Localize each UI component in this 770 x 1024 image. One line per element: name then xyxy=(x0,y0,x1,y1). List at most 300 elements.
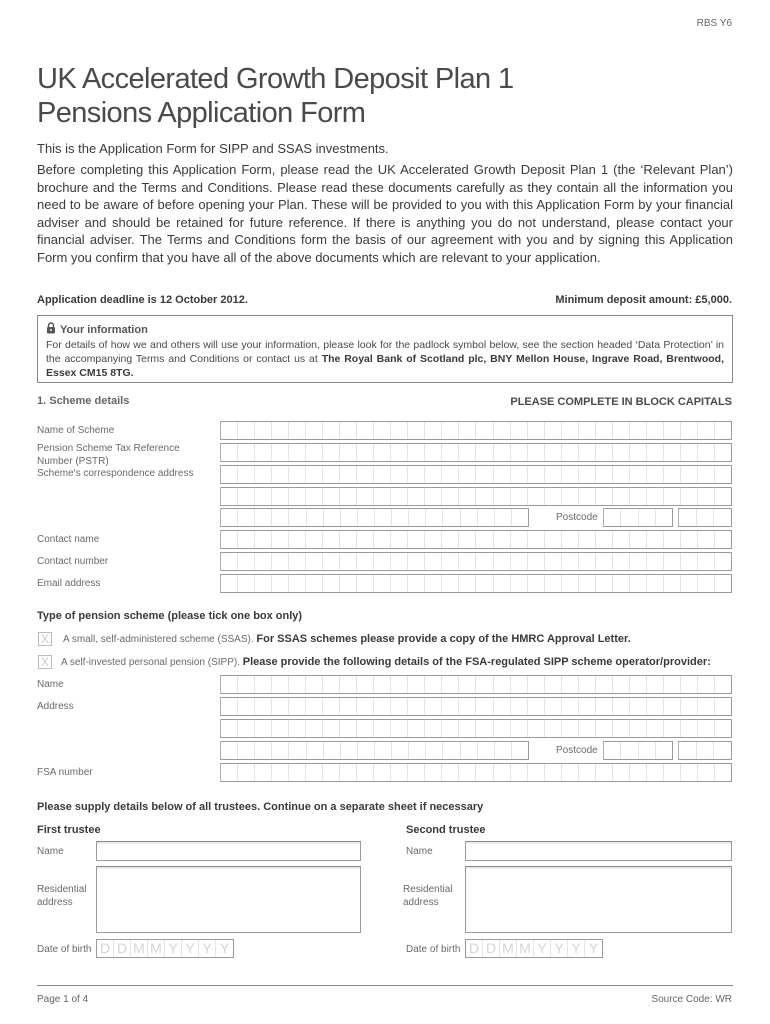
first-trustee-dob-input[interactable] xyxy=(96,939,234,958)
char-cell xyxy=(579,444,596,461)
info-heading xyxy=(46,322,724,337)
char-cell xyxy=(238,466,255,483)
name-of-scheme-input[interactable] xyxy=(220,421,732,440)
label-line: address xyxy=(37,896,73,908)
char-cell xyxy=(545,531,562,548)
char-cell xyxy=(639,742,656,759)
char-cell xyxy=(238,720,255,737)
char-cell xyxy=(272,742,289,759)
char-cell xyxy=(238,742,255,759)
first-trustee-title: First trustee xyxy=(37,824,101,836)
dob-cell: Y xyxy=(219,940,230,956)
dob-cell: D xyxy=(97,940,114,957)
sipp-provider-address-line2-input[interactable] xyxy=(220,719,732,738)
char-cell xyxy=(255,422,272,439)
char-cell xyxy=(511,720,528,737)
char-cell xyxy=(459,422,476,439)
char-cell xyxy=(255,444,272,461)
char-cell xyxy=(459,676,476,693)
char-cell xyxy=(511,466,528,483)
info-text xyxy=(46,338,724,380)
char-cell xyxy=(715,676,731,693)
char-cell xyxy=(562,553,579,570)
second-trustee-title: Second trustee xyxy=(406,824,486,836)
char-cell xyxy=(545,444,562,461)
char-cell xyxy=(357,764,374,781)
char-cell xyxy=(340,553,357,570)
char-cell xyxy=(442,488,459,505)
char-cell xyxy=(340,698,357,715)
char-cell xyxy=(255,720,272,737)
char-cell xyxy=(562,720,579,737)
label-fsa-number: FSA number xyxy=(37,767,93,778)
char-cell xyxy=(630,764,647,781)
char-cell xyxy=(715,488,731,505)
char-cell xyxy=(511,764,528,781)
char-cell xyxy=(374,444,391,461)
char-cell xyxy=(408,720,425,737)
char-cell xyxy=(596,575,613,592)
char-cell xyxy=(238,553,255,570)
char-cell xyxy=(714,509,731,526)
char-cell xyxy=(698,553,715,570)
contact-number-input[interactable] xyxy=(220,552,732,571)
char-cell xyxy=(289,466,306,483)
char-cell xyxy=(656,742,672,759)
char-cell xyxy=(494,444,511,461)
char-cell xyxy=(340,575,357,592)
char-cell xyxy=(476,553,493,570)
char-cell xyxy=(221,553,238,570)
char-cell xyxy=(545,422,562,439)
char-cell xyxy=(255,698,272,715)
char-cell xyxy=(442,466,459,483)
char-cell xyxy=(425,720,442,737)
char-cell xyxy=(562,466,579,483)
char-cell xyxy=(698,575,715,592)
char-cell xyxy=(494,422,511,439)
char-cell xyxy=(442,531,459,548)
char-cell xyxy=(408,575,425,592)
ssas-checkbox[interactable]: X xyxy=(38,632,52,646)
char-cell xyxy=(613,698,630,715)
char-cell xyxy=(459,720,476,737)
char-cell xyxy=(715,531,731,548)
char-cell xyxy=(681,531,698,548)
correspondence-address-line3-input[interactable] xyxy=(220,508,529,527)
char-cell xyxy=(664,422,681,439)
char-cell xyxy=(461,509,478,526)
char-cell xyxy=(272,509,289,526)
char-cell xyxy=(374,676,391,693)
postcode-inward-input[interactable] xyxy=(678,508,732,527)
char-cell xyxy=(698,764,715,781)
char-cell xyxy=(357,488,374,505)
dob-cell: Y xyxy=(588,940,599,956)
char-cell xyxy=(307,509,324,526)
footer-divider xyxy=(37,985,733,986)
dob-cell: D xyxy=(114,940,131,957)
dob-cell: Y xyxy=(165,940,182,957)
char-cell xyxy=(324,509,341,526)
padlock-icon xyxy=(46,322,56,337)
char-cell xyxy=(476,531,493,548)
char-cell xyxy=(604,742,621,759)
sipp-checkbox[interactable]: X xyxy=(38,655,52,669)
char-cell xyxy=(715,422,731,439)
char-cell xyxy=(238,422,255,439)
char-cell xyxy=(476,466,493,483)
char-cell xyxy=(476,720,493,737)
char-cell xyxy=(545,764,562,781)
char-cell xyxy=(408,764,425,781)
char-cell xyxy=(613,764,630,781)
char-cell xyxy=(306,575,323,592)
sipp-option xyxy=(61,656,711,668)
title-line-1: UK Accelerated Growth Deposit Plan 1 xyxy=(37,63,514,95)
char-cell xyxy=(442,553,459,570)
char-cell xyxy=(323,422,340,439)
char-cell xyxy=(340,531,357,548)
fsa-number-input[interactable] xyxy=(220,763,732,782)
char-cell xyxy=(715,720,731,737)
char-cell xyxy=(621,509,638,526)
char-cell xyxy=(511,575,528,592)
char-cell xyxy=(596,466,613,483)
char-cell xyxy=(495,509,512,526)
char-cell xyxy=(478,509,495,526)
char-cell xyxy=(647,444,664,461)
label-sipp-address: Address xyxy=(37,701,74,712)
char-cell xyxy=(391,444,408,461)
char-cell xyxy=(494,488,511,505)
char-cell xyxy=(647,531,664,548)
char-cell xyxy=(715,575,731,592)
char-cell xyxy=(357,553,374,570)
char-cell xyxy=(596,531,613,548)
char-cell xyxy=(698,531,715,548)
char-cell xyxy=(392,509,409,526)
pstr-input[interactable] xyxy=(220,443,732,462)
char-cell xyxy=(528,676,545,693)
char-cell xyxy=(391,676,408,693)
char-cell xyxy=(425,488,442,505)
char-cell xyxy=(630,444,647,461)
label-line: Residential xyxy=(403,884,453,895)
char-cell xyxy=(647,676,664,693)
char-cell xyxy=(307,742,324,759)
char-cell xyxy=(238,531,255,548)
char-cell xyxy=(442,422,459,439)
char-cell xyxy=(495,742,512,759)
second-trustee-dob-input[interactable] xyxy=(465,939,603,958)
char-cell xyxy=(664,531,681,548)
dob-cell: M xyxy=(517,940,534,957)
char-cell xyxy=(306,444,323,461)
source-code: Source Code: WR xyxy=(651,994,732,1005)
sipp-provider-address-line3-input[interactable] xyxy=(220,741,529,760)
sipp-postcode-inward-input[interactable] xyxy=(678,741,732,760)
char-cell xyxy=(476,575,493,592)
char-cell xyxy=(374,575,391,592)
char-cell xyxy=(562,698,579,715)
sipp-label: A self-invested personal pension (SIPP). xyxy=(61,657,240,668)
char-cell xyxy=(461,742,478,759)
char-cell xyxy=(255,509,272,526)
char-cell xyxy=(511,422,528,439)
dob-cell: M xyxy=(131,940,148,957)
char-cell xyxy=(408,676,425,693)
dob-cell: Y xyxy=(199,940,216,957)
char-cell xyxy=(442,575,459,592)
char-cell xyxy=(272,466,289,483)
char-cell xyxy=(408,531,425,548)
char-cell xyxy=(357,444,374,461)
char-cell xyxy=(238,488,255,505)
char-cell xyxy=(545,676,562,693)
label-name-of-scheme: Name of Scheme xyxy=(37,425,115,436)
char-cell xyxy=(306,466,323,483)
char-cell xyxy=(630,720,647,737)
char-cell xyxy=(596,488,613,505)
char-cell xyxy=(289,444,306,461)
char-cell xyxy=(392,742,409,759)
char-cell xyxy=(306,488,323,505)
char-cell xyxy=(272,444,289,461)
char-cell xyxy=(425,698,442,715)
second-trustee-name-input[interactable] xyxy=(465,841,732,861)
char-cell xyxy=(579,422,596,439)
char-cell xyxy=(681,720,698,737)
char-cell xyxy=(681,422,698,439)
char-cell xyxy=(639,509,656,526)
char-cell xyxy=(357,531,374,548)
char-cell xyxy=(630,531,647,548)
char-cell xyxy=(647,553,664,570)
correspondence-address-line2-input[interactable] xyxy=(220,487,732,506)
dob-cell: Y xyxy=(534,940,551,957)
char-cell xyxy=(664,676,681,693)
char-cell xyxy=(476,488,493,505)
char-cell xyxy=(408,444,425,461)
char-cell xyxy=(664,444,681,461)
sipp-note: Please provide the following details of the FSA-regulated SIPP scheme operator/provider: xyxy=(242,656,711,668)
your-information-box xyxy=(37,315,733,383)
char-cell xyxy=(715,444,731,461)
char-cell xyxy=(579,575,596,592)
ssas-label: A small, self-administered scheme (SSAS). xyxy=(63,634,254,645)
char-cell xyxy=(478,742,495,759)
label-first-trustee-address xyxy=(37,884,86,909)
char-cell xyxy=(323,488,340,505)
char-cell xyxy=(221,531,238,548)
char-cell xyxy=(528,444,545,461)
char-cell xyxy=(324,742,341,759)
char-cell xyxy=(698,444,715,461)
application-deadline: Application deadline is 12 October 2012. xyxy=(37,294,248,306)
char-cell xyxy=(459,698,476,715)
char-cell xyxy=(459,488,476,505)
char-cell xyxy=(596,764,613,781)
char-cell xyxy=(221,509,238,526)
sipp-provider-address-line1-input[interactable] xyxy=(220,697,732,716)
char-cell xyxy=(579,698,596,715)
char-cell xyxy=(272,698,289,715)
char-cell xyxy=(409,509,426,526)
info-address: The Royal Bank of Scotland plc, BNY Mellon House, Ingrave Road, Brentwood, Essex CM15 8TG. xyxy=(46,353,725,379)
dob-cell: Y xyxy=(551,940,568,957)
char-cell xyxy=(426,509,443,526)
char-cell xyxy=(425,422,442,439)
dob-cell: M xyxy=(148,940,165,957)
first-trustee-name-input[interactable] xyxy=(96,841,361,861)
char-cell xyxy=(681,466,698,483)
char-cell xyxy=(697,742,715,759)
char-cell xyxy=(221,720,238,737)
email-address-input[interactable] xyxy=(220,574,732,593)
char-cell xyxy=(681,575,698,592)
char-cell xyxy=(681,764,698,781)
char-cell xyxy=(272,676,289,693)
intro-line: This is the Application Form for SIPP and SSAS investments. xyxy=(37,141,389,156)
char-cell xyxy=(698,720,715,737)
correspondence-address-line1-input[interactable] xyxy=(220,465,732,484)
label-first-trustee-name: Name xyxy=(37,846,64,857)
char-cell xyxy=(358,509,375,526)
char-cell xyxy=(613,466,630,483)
char-cell xyxy=(647,698,664,715)
char-cell xyxy=(340,676,357,693)
char-cell xyxy=(221,444,238,461)
char-cell xyxy=(679,742,697,759)
char-cell xyxy=(476,764,493,781)
contact-name-input[interactable] xyxy=(220,530,732,549)
char-cell xyxy=(613,575,630,592)
char-cell xyxy=(476,422,493,439)
char-cell xyxy=(698,676,715,693)
char-cell xyxy=(408,466,425,483)
sipp-postcode-outward-input[interactable] xyxy=(603,741,673,760)
sipp-provider-name-input[interactable] xyxy=(220,675,732,694)
char-cell xyxy=(341,509,358,526)
char-cell xyxy=(494,720,511,737)
char-cell xyxy=(425,575,442,592)
char-cell xyxy=(664,698,681,715)
char-cell xyxy=(272,531,289,548)
char-cell xyxy=(579,764,596,781)
char-cell xyxy=(613,531,630,548)
char-cell xyxy=(714,742,731,759)
char-cell xyxy=(511,531,528,548)
char-cell xyxy=(630,422,647,439)
char-cell xyxy=(647,422,664,439)
label-second-trustee-address xyxy=(403,884,452,909)
char-cell xyxy=(289,553,306,570)
char-cell xyxy=(341,742,358,759)
char-cell xyxy=(545,488,562,505)
char-cell xyxy=(306,720,323,737)
char-cell xyxy=(528,698,545,715)
second-trustee-address-input[interactable] xyxy=(465,866,732,933)
postcode-outward-input[interactable] xyxy=(603,508,673,527)
char-cell xyxy=(459,575,476,592)
label-contact-number: Contact number xyxy=(37,556,109,567)
label-second-trustee-name: Name xyxy=(406,846,433,857)
char-cell xyxy=(528,422,545,439)
char-cell xyxy=(596,698,613,715)
char-cell xyxy=(391,553,408,570)
char-cell xyxy=(374,488,391,505)
char-cell xyxy=(374,698,391,715)
label-second-trustee-dob: Date of birth xyxy=(406,944,461,955)
char-cell xyxy=(272,422,289,439)
char-cell xyxy=(442,764,459,781)
char-cell xyxy=(425,764,442,781)
char-cell xyxy=(426,742,443,759)
char-cell xyxy=(613,488,630,505)
char-cell xyxy=(647,764,664,781)
char-cell xyxy=(647,720,664,737)
char-cell xyxy=(289,488,306,505)
char-cell xyxy=(340,466,357,483)
char-cell xyxy=(630,553,647,570)
char-cell xyxy=(408,698,425,715)
char-cell xyxy=(289,698,306,715)
char-cell xyxy=(647,488,664,505)
char-cell xyxy=(630,488,647,505)
char-cell xyxy=(647,466,664,483)
section-heading-scheme-details: 1. Scheme details xyxy=(37,395,130,407)
char-cell xyxy=(238,575,255,592)
char-cell xyxy=(221,575,238,592)
char-cell xyxy=(442,698,459,715)
char-cell xyxy=(664,764,681,781)
char-cell xyxy=(545,553,562,570)
char-cell xyxy=(698,466,715,483)
reference-code: RBS Y6 xyxy=(696,18,732,29)
char-cell xyxy=(528,466,545,483)
char-cell xyxy=(272,553,289,570)
char-cell xyxy=(238,444,255,461)
char-cell xyxy=(272,488,289,505)
first-trustee-address-input[interactable] xyxy=(96,866,361,933)
char-cell xyxy=(289,531,306,548)
char-cell xyxy=(630,676,647,693)
char-cell xyxy=(476,698,493,715)
char-cell xyxy=(681,444,698,461)
char-cell xyxy=(715,466,731,483)
char-cell xyxy=(255,575,272,592)
char-cell xyxy=(494,466,511,483)
page-number: Page 1 of 4 xyxy=(37,994,89,1005)
char-cell xyxy=(613,553,630,570)
char-cell xyxy=(238,509,255,526)
char-cell xyxy=(272,764,289,781)
char-cell xyxy=(596,553,613,570)
char-cell xyxy=(511,676,528,693)
label-sipp-postcode: Postcode xyxy=(556,745,598,756)
char-cell xyxy=(715,764,731,781)
char-cell xyxy=(306,764,323,781)
char-cell xyxy=(443,509,460,526)
char-cell xyxy=(494,764,511,781)
char-cell xyxy=(442,676,459,693)
label-contact-name: Contact name xyxy=(37,534,100,545)
char-cell xyxy=(306,698,323,715)
char-cell xyxy=(289,742,306,759)
char-cell xyxy=(221,698,238,715)
char-cell xyxy=(323,553,340,570)
